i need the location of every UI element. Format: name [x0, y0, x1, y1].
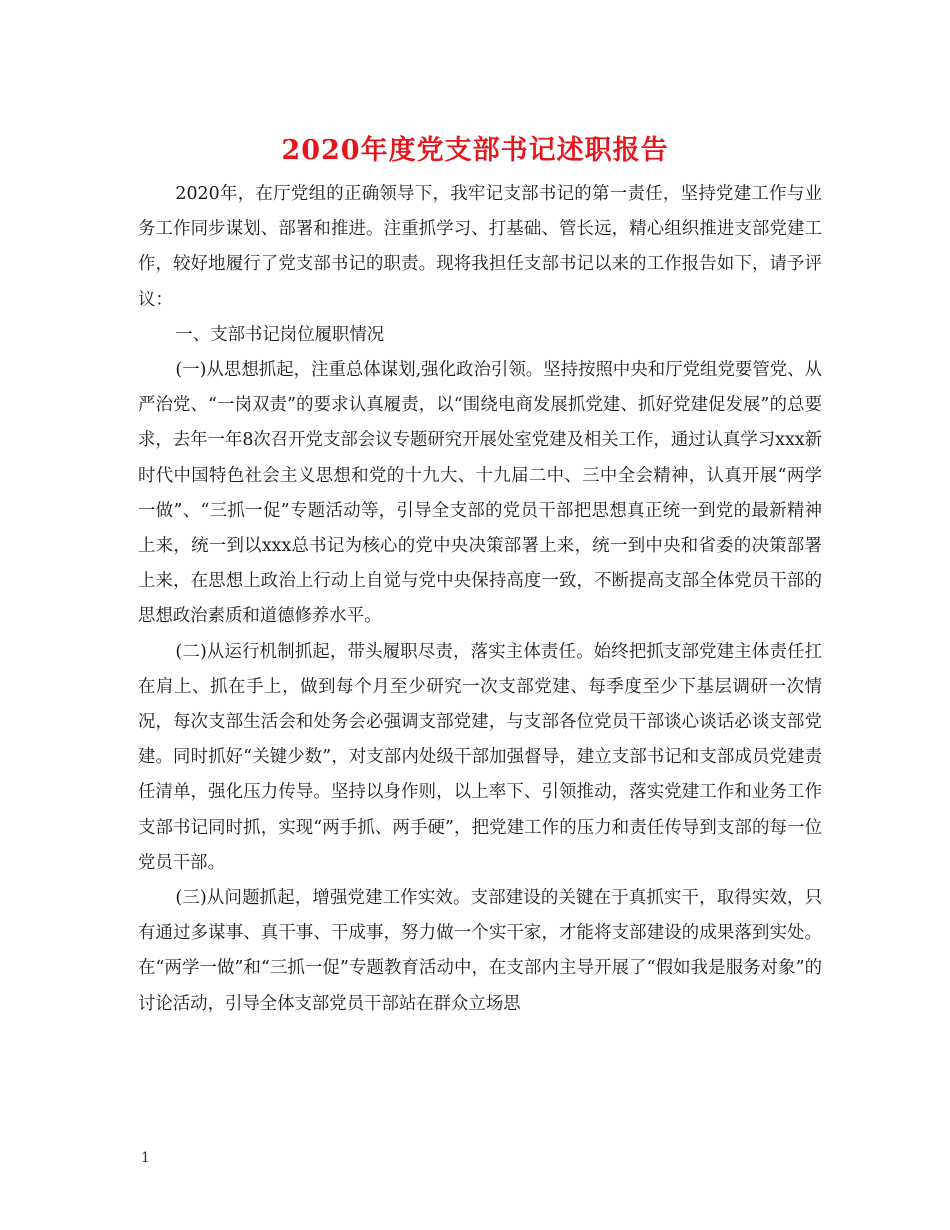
section-heading: 一、支部书记岗位履职情况 — [175, 324, 385, 345]
section-paragraph-3: (三)从问题抓起，增强党建工作实效。支部建设的关键在于真抓实干，取得实效，只有通过多谋事、真干事、干成事，努力做一个实干家，才能将支部建设的成果落到实处。在“两学一做”和“三抓一促”专题教育活动中，在支部内主导开展了“假如我是服务对象”的讨论活动，引导全体支部党员干部站在群众立场思 — [138, 888, 822, 1014]
page-number: 1 — [141, 1150, 150, 1166]
document-title: 2020年度党支部书记述职报告 — [281, 135, 669, 166]
section-paragraph-1: (一)从思想抓起，注重总体谋划,强化政治引领。坚持按照中央和厅党组党要管党、从严治党、“一岗双责”的要求认真履责，以“围绕电商发展抓党建、抓好党建促发展”的总要求，去年一年8次召开党支部会议专题研究开展处室党建及相关工作，通过认真学习xxx新时代中国特色社会主义思想和党的十九大、十九届二中、三中全会精神，认真开展“两学一做”、“三抓一促”专题活动等，引导全支部的党员干部把思想真正统一到党的最新精神上来，统一到以xxx总书记为核心的党中央决策部署上来，统一到中央和省委的决策部署上来，在思想上政治上行动上自觉与党中央保持高度一致，不断提高支部全体党员干部的思想政治素质和道德修养水平。 — [138, 360, 822, 627]
intro-paragraph: 2020年，在厅党组的正确领导下，我牢记支部书记的第一责任，坚持党建工作与业务工作同步谋划、部署和推进。注重抓学习、打基础、管长远，精心组织推进支部党建工作，较好地履行了党支部书记的职责。现将我担任支部书记以来的工作报告如下，请予评议： — [138, 184, 822, 310]
section-paragraph-2: (二)从运行机制抓起，带头履职尽责，落实主体责任。始终把抓支部党建主体责任扛在肩上、抓在手上，做到每个月至少研究一次支部党建、每季度至少下基层调研一次情况，每次支部生活会和处务会必强调支部党建，与支部各位党员干部谈心谈话必谈支部党建。同时抓好“关键少数”，对支部内处级干部加强督导，建立支部书记和支部成员党建责任清单，强化压力传导。坚持以身作则，以上率下、引领推动，落实党建工作和业务工作支部书记同时抓，实现“两手抓、两手硬”，把党建工作的压力和责任传导到支部的每一位党员干部。 — [138, 641, 822, 873]
document-body — [138, 177, 822, 1022]
